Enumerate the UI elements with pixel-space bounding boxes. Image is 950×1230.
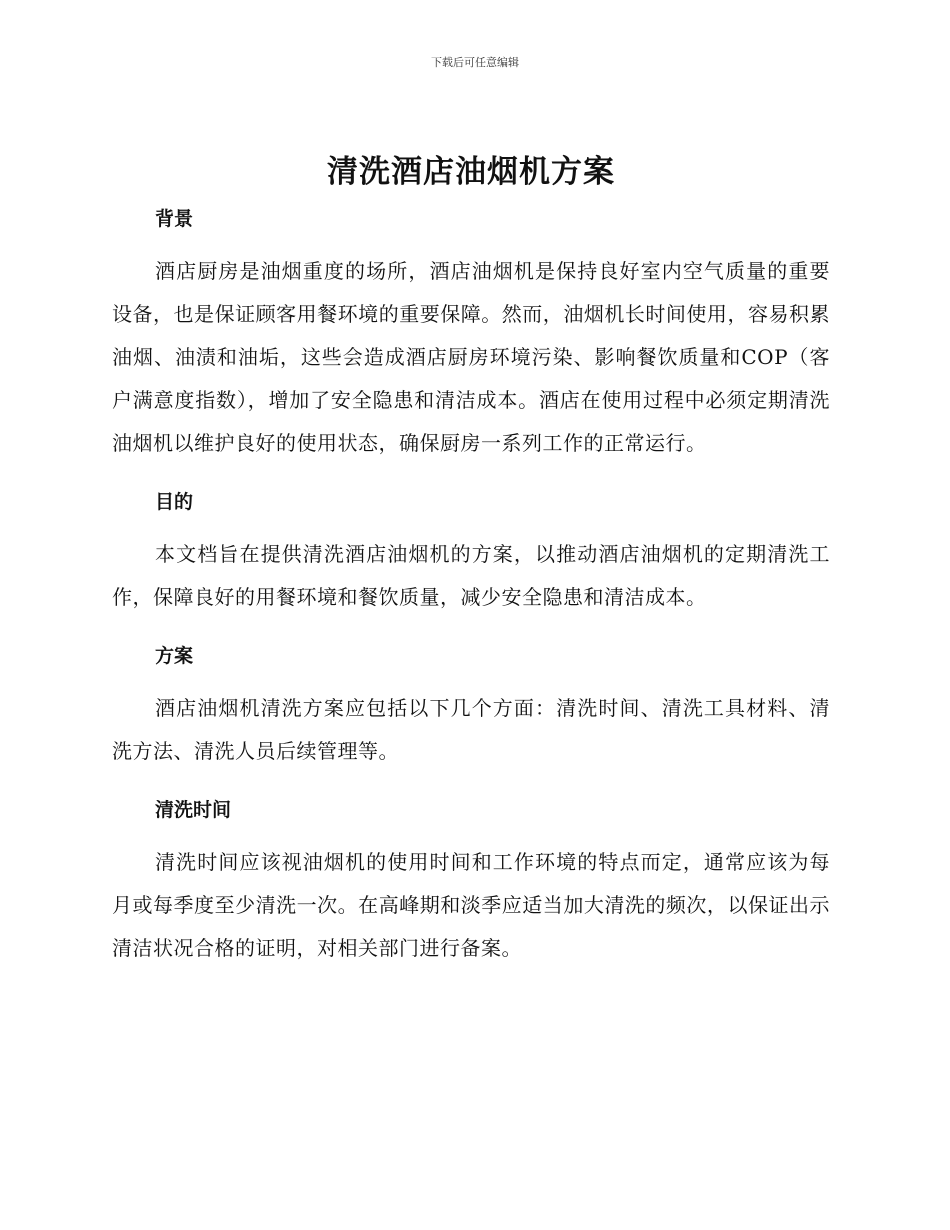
section-paragraph-background: 酒店厨房是油烟重度的场所，酒店油烟机是保持良好室内空气质量的重要设备，也是保证顾客用餐环境的重要保障。然而，油烟机长时间使用，容易积累油烟、油渍和油垢，这些会造成酒店厨房环境污染、影响餐饮质量和COP（客户满意度指数），增加了安全隐患和清洁成本。酒店在使用过程中必须定期清洗油烟机以维护良好的使用状态，确保厨房一系列工作的正常运行。 — [112, 259, 830, 455]
section-heading-purpose: 目的 — [155, 491, 194, 513]
document-body — [112, 150, 830, 970]
section-heading-background: 背景 — [155, 208, 194, 230]
section-paragraph-purpose: 本文档旨在提供清洗酒店油烟机的方案，以推动酒店油烟机的定期清洗工作，保障良好的用餐环境和餐饮质量，减少安全隐患和清洁成本。 — [112, 542, 830, 609]
document-title: 清洗酒店油烟机方案 — [327, 154, 615, 190]
section-heading-cleaning-time: 清洗时间 — [155, 799, 232, 821]
page-header-note: 下载后可任意编辑 — [431, 56, 519, 69]
section-heading-plan: 方案 — [155, 645, 194, 667]
section-paragraph-cleaning-time: 清洗时间应该视油烟机的使用时间和工作环境的特点而定，通常应该为每月或每季度至少清洗一次。在高峰期和淡季应适当加大清洗的频次，以保证出示清洁状况合格的证明，对相关部门进行备案。 — [112, 850, 830, 960]
section-paragraph-plan: 酒店油烟机清洗方案应包括以下几个方面：清洗时间、清洗工具材料、清洗方法、清洗人员后续管理等。 — [112, 696, 830, 763]
